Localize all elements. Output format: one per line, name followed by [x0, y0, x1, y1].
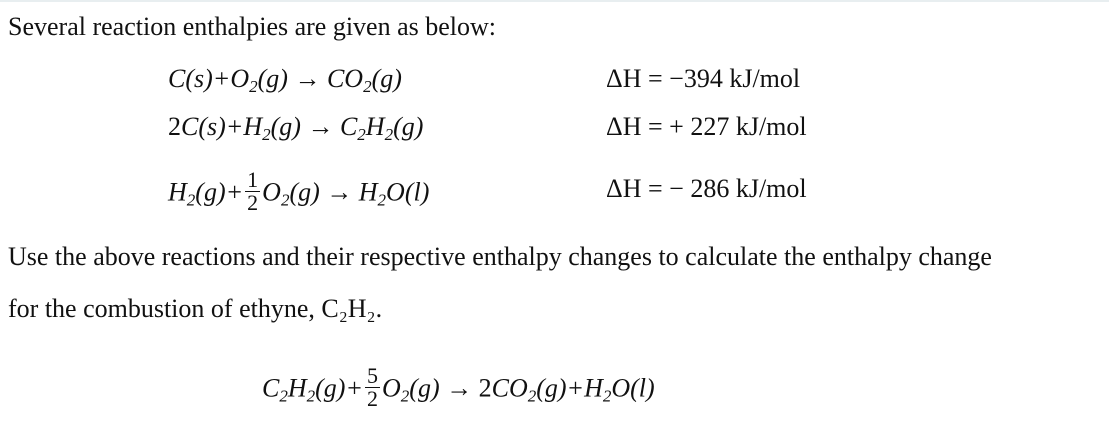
intro-text: Several reaction enthalpies are given as below:	[8, 12, 497, 41]
combustion-equation: $C_2H_2(g)+$ $\frac{5}{2}$ $O_2(g) \to 2CO_2(g)+H_2O(l)$	[262, 363, 655, 411]
reaction-2-equation: $2C(s)+H_2(g) \to C_2H_2(g)$	[168, 112, 424, 144]
reaction-3-enthalpy: ΔH = − 286 kJ/mol	[606, 174, 807, 203]
question-line-2: for the combustion of ethyne, C₂H₂.	[8, 294, 383, 323]
reaction-2-enthalpy: ΔH = + 227 kJ/mol	[606, 112, 807, 141]
reaction-3-equation: $H_2(g)+$ $\frac{1}{2}$ $O_2(g) \to H_2O(l)$	[168, 167, 430, 215]
reaction-1-enthalpy: ΔH = −394 kJ/mol	[606, 64, 801, 93]
reaction-1-equation: $C(s)+O_2(g) \to CO_2(g)$	[168, 64, 402, 96]
question-line-1: Use the above reactions and their respective enthalpy changes to calculate the enthalpy change	[8, 242, 992, 271]
top-border	[0, 0, 1109, 2]
